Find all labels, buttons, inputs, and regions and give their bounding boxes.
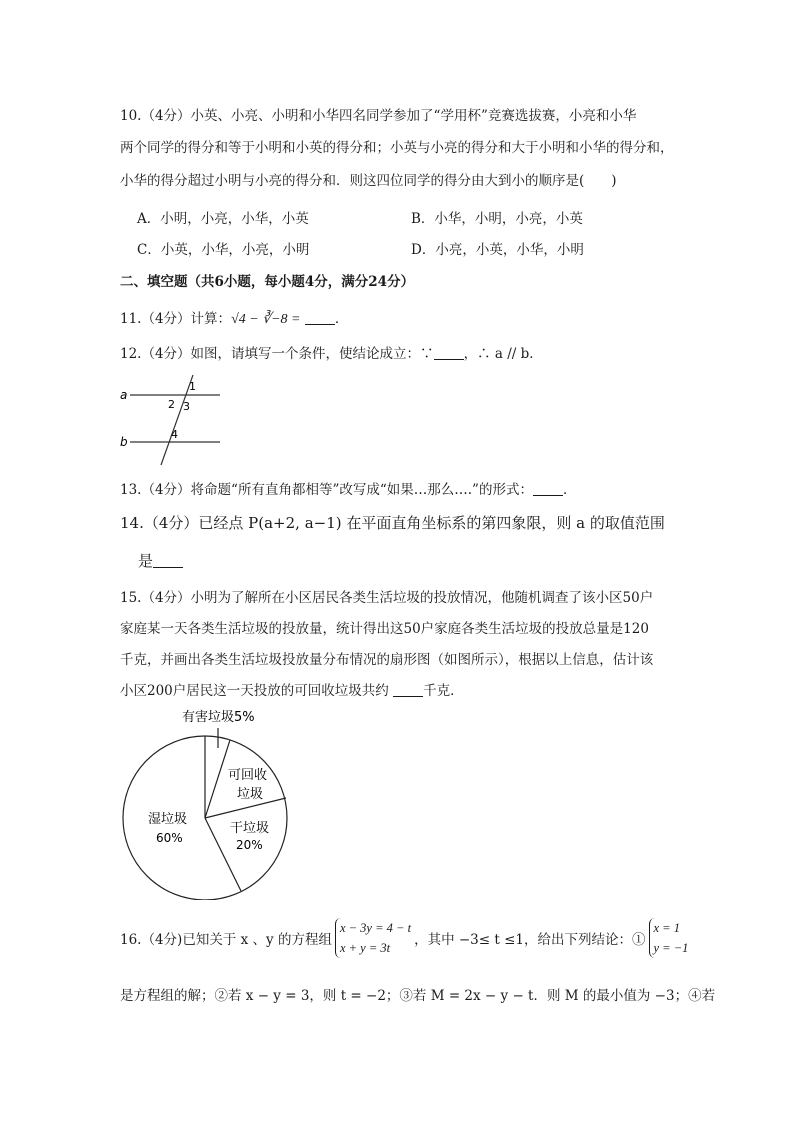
q12 [120, 342, 543, 362]
angle-1: 1 [189, 380, 196, 393]
angle-3: 3 [183, 400, 190, 413]
q15-line4-b: 千克． [423, 683, 464, 699]
q12-text: 12.（4分）如图，请填写一个条件，使结论成立：∵ [120, 346, 434, 362]
section-heading: 二、填空题（共6小题，每小题4分，满分24分） [120, 274, 415, 290]
label-dry-1: 干垃圾 [230, 821, 270, 836]
q13-suffix: ． [562, 482, 577, 498]
q15-line2: 家庭某一天各类生活垃圾的投放量，统计得出这50户家庭各类生活垃圾的投放总量是120 [120, 621, 649, 637]
q15-line3: 千克，并画出各类生活垃圾投放量分布情况的扇形图（如图所示），根据以上信息，估计该 [120, 652, 654, 668]
q16-text1: 16.（4分)已知关于 x 、y 的方程组 [120, 932, 332, 948]
q16-sol2: y = −1 [653, 941, 689, 955]
q16-line2: 是方程组的解；②若 x − y = 3，则 t = −2；③若 M = 2x − y − t．则 M 的最小值为 −3；④若 [120, 988, 716, 1004]
q14-line1: 14.（4分）已经点 P(a+2, a−1) 在平面直角坐标系的第四象限，则 a 的取值范围 [120, 514, 665, 532]
q10-line3: 小华的得分超过小明与小亮的得分和．则这四位同学的得分由大到小的顺序是( ) [120, 173, 617, 189]
label-wet-2: 60% [156, 831, 183, 845]
q11-prefix: 11.（4分）计算： [120, 311, 232, 327]
q14-line2 [138, 550, 183, 571]
q12-blank [434, 345, 464, 360]
label-recycle-1: 可回收 [228, 768, 268, 783]
q10-option-d: D．小亮，小英，小华，小明 [411, 242, 584, 258]
q16-text2: ，其中 −3≤ t ≤1，给出下列结论：① [414, 932, 646, 948]
angle-2: 2 [168, 398, 175, 411]
q11-expression: √4 − ∛−8 = [231, 312, 301, 327]
q10-option-a: A．小明，小亮，小华，小英 [137, 211, 309, 227]
label-dry-2: 20% [236, 838, 263, 852]
pie-divider-harmful-end [205, 740, 230, 818]
q10-line1: 10.（4分）小英、小亮、小明和小华四名同学参加了“学用杯”竞赛选拔赛，小亮和小华 [120, 108, 637, 124]
q16-eq1: x − 3y = 4 − t [339, 921, 412, 935]
q11-blank [305, 310, 335, 325]
q10-option-b: B．小华，小明，小亮，小英 [411, 211, 583, 227]
q15-line4 [120, 679, 464, 699]
q12-figure [115, 372, 225, 468]
q16-eq2: x + y = 3t [339, 941, 391, 955]
q14-line2-text: 是 [138, 552, 154, 570]
q16-sol1: x = 1 [653, 921, 680, 935]
q16-line1 [120, 918, 691, 958]
q12-suffix: ，∴ a // b． [463, 346, 543, 362]
q10-line2: 两个同学的得分和等于小明和小英的得分和；小英与小亮的得分和大于小明和小华的得分和， [120, 140, 674, 156]
q10-option-c: C．小英，小华，小亮，小明 [137, 242, 310, 258]
q13-blank [533, 481, 563, 496]
angle-4: 4 [171, 428, 178, 441]
q15-line1: 15.（4分）小明为了解所在小区居民各类生活垃圾的投放情况，他随机调查了该小区50户 [120, 590, 654, 606]
label-recycle-2: 垃圾 [237, 787, 264, 802]
q14-blank [153, 553, 183, 568]
pie-chart [120, 700, 300, 900]
q15-line4-a: 小区200户居民这一天投放的可回收垃圾共约 [120, 683, 389, 699]
label-wet-1: 湿垃圾 [148, 812, 188, 827]
q16-solution-system [649, 918, 689, 958]
label-b: b [120, 435, 128, 449]
label-harmful: 有害垃圾5% [182, 710, 255, 725]
q13 [120, 478, 576, 498]
label-a: a [120, 388, 128, 402]
q16-equation-system [335, 918, 411, 958]
q11-suffix: ． [334, 311, 349, 327]
q11 [120, 307, 348, 328]
q13-text: 13.（4分）将命题“所有直角都相等”改写成“如果…那么….”的形式： [120, 482, 533, 498]
q15-blank [393, 682, 423, 697]
